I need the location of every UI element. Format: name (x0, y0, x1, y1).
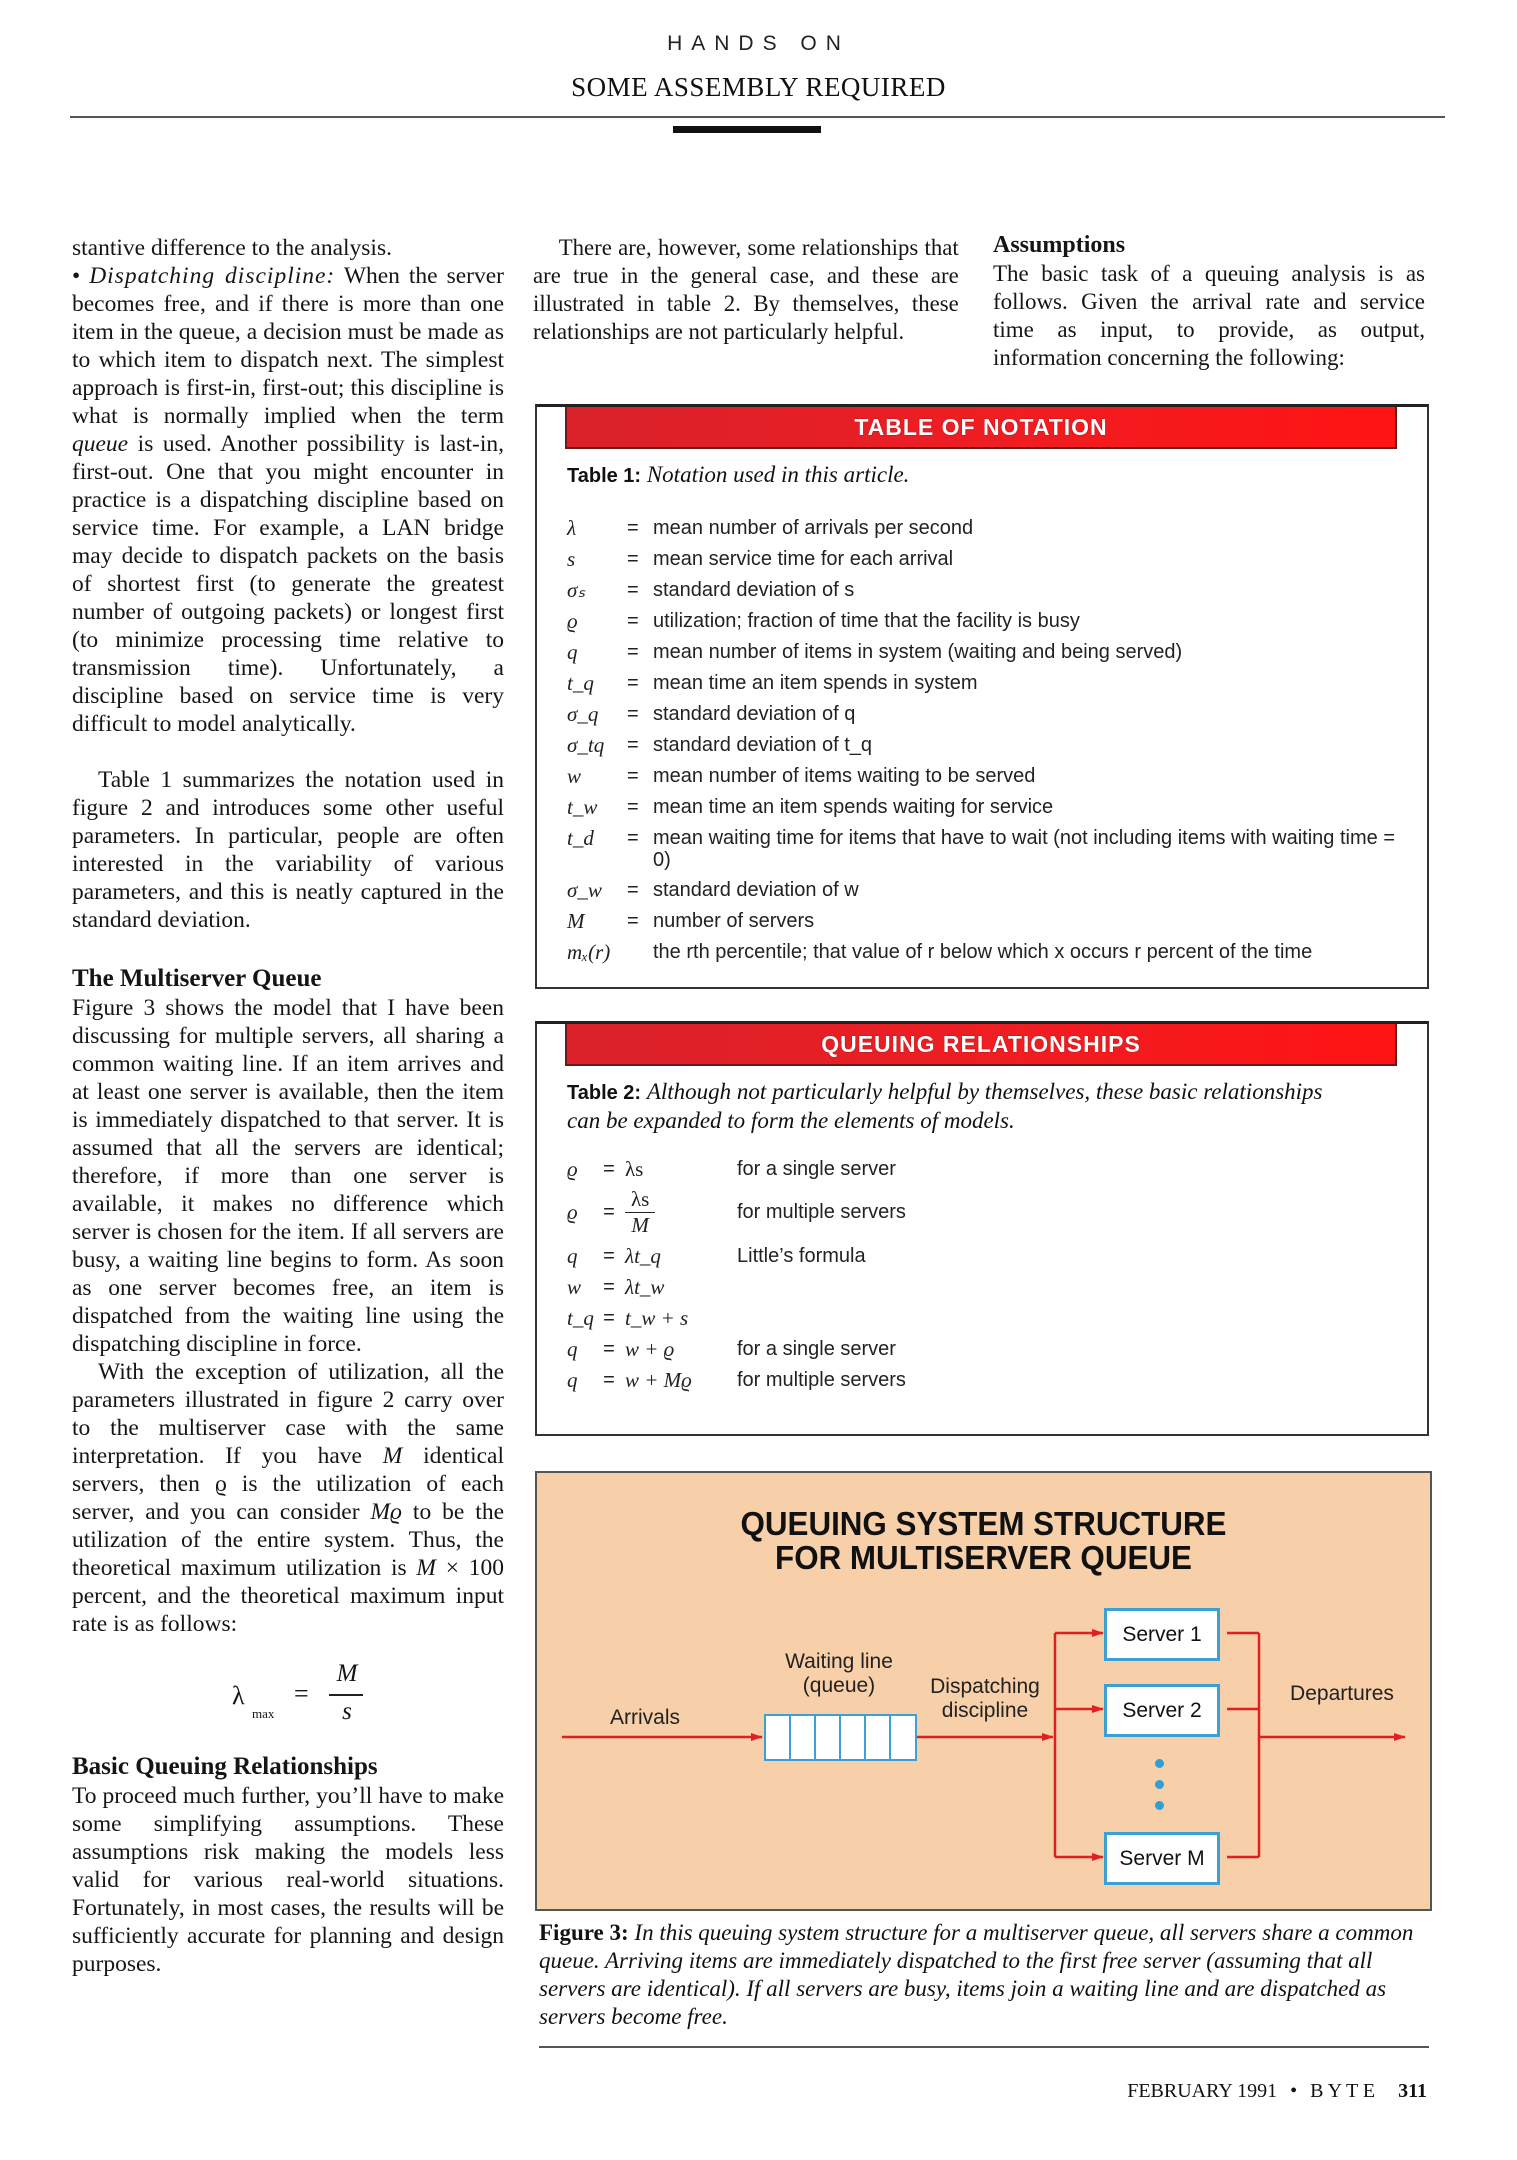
rhs-fraction (625, 1187, 737, 1238)
relationship-row (567, 1334, 1127, 1365)
table-caption (567, 461, 1427, 490)
math: = (294, 1679, 309, 1708)
math: M (416, 1555, 436, 1581)
relationship-row (567, 1184, 1127, 1240)
lhs: ϱ (567, 1199, 578, 1224)
equals: = (627, 517, 639, 539)
denominator: M (631, 1212, 649, 1237)
lambda-max-formula (72, 1660, 504, 1730)
note: for multiple servers (737, 1369, 906, 1391)
dispatching-discipline-label (915, 1675, 1055, 1723)
figure-label: Figure 3: (539, 1920, 629, 1945)
notation-row (567, 823, 1417, 875)
definition: standard deviation of t_q (653, 734, 873, 756)
bullet: • (72, 263, 90, 289)
definition: the rth percentile; that value of r below which x occurs r percent of the time (653, 941, 1313, 963)
rhs: w + ϱ (625, 1337, 675, 1361)
column-1 (72, 234, 504, 1978)
magazine-name: B Y T E (1310, 2080, 1376, 2102)
fraction-bar (329, 1694, 363, 1696)
paragraph-dispatching (72, 262, 504, 738)
symbol: w (567, 764, 582, 788)
figure-bottom-rule (539, 2046, 1429, 2048)
server-2-box: Server 2 (1104, 1684, 1220, 1737)
symbol: q (567, 640, 578, 664)
lhs: q (567, 1243, 578, 1268)
definition: mean number of items in system (waiting and being served) (653, 641, 1183, 663)
notation-row (567, 637, 1417, 668)
symbol: M (567, 909, 585, 933)
math-subscript: max (252, 1706, 275, 1721)
table-caption-text: Although not particularly helpful by themselves, these basic relationships can be expanded to form the elements of models. (567, 1079, 1323, 1133)
numerator: λs (625, 1187, 655, 1213)
notation-list (567, 513, 1417, 968)
equals: = (627, 879, 639, 901)
definition: utilization; fraction of time that the facility is busy (653, 610, 1080, 632)
equals: = (627, 734, 639, 756)
notation-row (567, 875, 1417, 906)
server-1-box: Server 1 (1104, 1608, 1220, 1661)
queuing-relationships-table (535, 1021, 1429, 1436)
running-head-kicker: HANDS ON (667, 32, 850, 55)
table-caption (567, 1078, 1327, 1135)
math-denominator: s (342, 1698, 352, 1725)
equals: = (603, 1244, 615, 1267)
rhs: λs (625, 1156, 644, 1181)
rhs: t_w + s (625, 1306, 689, 1330)
equals: = (603, 1369, 615, 1391)
ellipsis-dot (1155, 1759, 1164, 1768)
heading-multiserver-queue: The Multiserver Queue (72, 965, 322, 992)
symbol: t_w (567, 795, 598, 819)
note: for a single server (737, 1157, 896, 1180)
table-label: Table 2: (567, 1082, 642, 1104)
symbol: λ (567, 516, 577, 540)
definition: mean number of arrivals per second (653, 517, 974, 539)
figure-caption (539, 1919, 1429, 2031)
equals: = (603, 1276, 615, 1298)
rhs: λt_w (625, 1275, 665, 1299)
symbol: mₓ(r) (567, 940, 611, 964)
departures-label: Departures (1290, 1682, 1394, 1705)
paragraph: Table 1 summarizes the notation used in figure 2 and introduces some other useful parameters. In particular, people are often interested in the variability of various parameters, and this is neatly captured in the standard deviation. (72, 767, 504, 933)
lhs: w (567, 1275, 582, 1299)
notation-row (567, 668, 1417, 699)
notation-row (567, 730, 1417, 761)
table-label: Table 1: (567, 465, 642, 487)
equals: = (603, 1307, 615, 1329)
math: λ (232, 1681, 245, 1710)
rhs: w + Mϱ (625, 1368, 692, 1392)
symbol: t_d (567, 826, 594, 850)
queue-slot (814, 1714, 842, 1761)
relationship-list (567, 1154, 1127, 1396)
text: to be the utilization of the entire system. Thus, the theoretical maximum utilization is (72, 1499, 504, 1581)
label-line: Waiting line (785, 1650, 893, 1673)
table-banner: QUEUING RELATIONSHIPS (565, 1024, 1397, 1066)
definition: mean time an item spends in system (653, 672, 978, 694)
symbol: σ_q (567, 702, 599, 726)
equals: = (627, 548, 639, 570)
definition: mean waiting time for items that have to wait (not including items with waiting time = 0) (653, 827, 1395, 871)
lhs: t_q (567, 1306, 594, 1330)
symbol: ϱ (567, 609, 578, 633)
lhs: q (567, 1337, 578, 1361)
header-rule (70, 116, 1445, 118)
notation-row (567, 792, 1417, 823)
relationship-row (567, 1303, 1127, 1334)
text: When the server becomes free, and if there is more than one item in the queue, a decision must be made as to which item to dispatch next. The simplest approach is first-in, first-out; this discipline is what is normally implied when the term (72, 263, 504, 429)
queue-slot (839, 1714, 867, 1761)
term: Dispatching discipline: (89, 263, 336, 289)
relationship-row (567, 1272, 1127, 1303)
label-line: (queue) (802, 1674, 876, 1697)
lhs: ϱ (567, 1156, 578, 1181)
definition: standard deviation of w (653, 879, 859, 901)
lhs: q (567, 1368, 578, 1392)
heading-basic-queuing-relationships: Basic Queuing Relationships (72, 1753, 378, 1780)
math: ϱ (214, 1471, 227, 1497)
text: is used. Another possibility is last-in, first-out. One that you might encounter in practice is a dispatching discipline based on service time. For example, a LAN bridge may decide to dispatch packets on the basis of shortest first (to generate the greatest number of outgoing packets) or longest first (to minimize processing time relative to transmission time). Unfortunately, a discipline based on service time is very difficult to model analytically. (72, 431, 504, 737)
text: is the utilization of each server, and you can consider (72, 1471, 504, 1525)
table-of-notation (535, 404, 1429, 989)
equals: = (627, 910, 639, 932)
symbol: t_q (567, 671, 594, 695)
paragraph: Figure 3 shows the model that I have been discussing for multiple servers, all sharing a common waiting line. If an item arrives and at least one server is available, then the item is immediately dispatched to that server. It is assumed that all the servers are identical; therefore, if more than one server is available, it makes no difference which server is chosen for the item. If all servers are busy, a waiting line begins to form. As soon as one server becomes free, an item is dispatched from the waiting line using the dispatching discipline in force. (72, 995, 504, 1357)
equals: = (603, 1200, 615, 1223)
note: for multiple servers (737, 1200, 906, 1223)
separator: • (1290, 2080, 1298, 2102)
queue-slot (864, 1714, 892, 1761)
notation-row (567, 761, 1417, 792)
symbol: σ_w (567, 878, 602, 902)
relationship-row (567, 1240, 1127, 1272)
notation-row (567, 606, 1417, 637)
ellipsis-dot (1155, 1780, 1164, 1789)
queuing-system-diagram (535, 1471, 1432, 1911)
queue-slot (764, 1714, 792, 1761)
paragraph: The basic task of a queuing analysis is as follows. Given the arrival rate and service time as input, to provide, as output, information concerning the following: (993, 261, 1425, 370)
ellipsis-dot (1155, 1801, 1164, 1810)
figure-caption-text: In this queuing system structure for a multiserver queue, all servers share a common queue. Arriving items are immediately dispatched to the first free server (assuming that all servers are identical). If all servers are busy, items join a waiting line and are dispatched as servers become free. (539, 1920, 1414, 2029)
waiting-line-label (769, 1650, 909, 1698)
notation-row (567, 513, 1417, 544)
notation-row (567, 544, 1417, 575)
symbol: σ_tq (567, 733, 605, 757)
equals: = (627, 703, 639, 725)
text: With the exception of utilization, all the parameters illustrated in figure 2 carry over to the multiserver case with the same interpretation. If you have (72, 1359, 504, 1469)
fraction (625, 1187, 655, 1238)
relationship-row (567, 1365, 1127, 1396)
diagram-title-line: FOR MULTISERVER QUEUE (775, 1539, 1192, 1576)
math: M (382, 1443, 403, 1469)
definition: standard deviation of q (653, 703, 856, 725)
text-italic: queue (72, 431, 129, 457)
equals: = (627, 579, 639, 601)
equals: = (603, 1338, 615, 1360)
equals: = (627, 827, 639, 849)
equals: = (627, 765, 639, 787)
symbol: s (567, 547, 576, 571)
label-line: Dispatching (930, 1675, 1040, 1698)
section-title: SOME ASSEMBLY REQUIRED (571, 72, 946, 102)
paragraph: stantive difference to the analysis. (72, 235, 392, 261)
definition: mean number of items waiting to be served (653, 765, 1036, 787)
notation-row (567, 937, 1417, 968)
diagram-title-line: QUEUING SYSTEM STRUCTURE (740, 1505, 1227, 1542)
definition: standard deviation of s (653, 579, 855, 601)
equals: = (603, 1157, 615, 1180)
column-2 (533, 234, 959, 346)
queue-slot (889, 1714, 917, 1761)
text: × 100 percent, and the theoretical maximum input rate is as follows: (72, 1555, 504, 1637)
paragraph: To proceed much further, you’ll have to make some simplifying assumptions. These assumptions risk making the models less valid for various real-world situations. Fortunately, in most cases, the results will be sufficiently accurate for planning and design purposes. (72, 1783, 504, 1977)
equals: = (627, 610, 639, 632)
notation-row (567, 699, 1417, 730)
heading-assumptions: Assumptions (993, 232, 1126, 258)
header-rule-tab (673, 126, 821, 133)
server-m-box: Server M (1104, 1832, 1220, 1885)
notation-row (567, 575, 1417, 606)
relationship-row (567, 1154, 1127, 1184)
definition: number of servers (653, 910, 815, 932)
page-footer (1127, 2080, 1427, 2103)
table-banner: TABLE OF NOTATION (565, 407, 1397, 449)
paragraph: There are, however, some relationships that are true in the general case, and these are illustrated in table 2. By themselves, these relationships are not particularly helpful. (533, 235, 959, 344)
column-3 (993, 230, 1425, 372)
equals: = (627, 641, 639, 663)
table-caption-text: Notation used in this article. (646, 462, 910, 487)
equals: = (627, 796, 639, 818)
rhs: λt_q (625, 1243, 661, 1268)
note: Little’s formula (737, 1244, 866, 1267)
equals: = (627, 672, 639, 694)
math-numerator: M (336, 1660, 358, 1687)
math: Mϱ (370, 1499, 402, 1525)
paragraph-utilization (72, 1358, 504, 1638)
note: for a single server (737, 1338, 896, 1360)
definition: mean service time for each arrival (653, 548, 954, 570)
definition: mean time an item spends waiting for service (653, 796, 1054, 818)
notation-row (567, 906, 1417, 937)
queue-slot (789, 1714, 817, 1761)
issue-date: FEBRUARY 1991 (1127, 2080, 1278, 2102)
page-number: 311 (1398, 2080, 1427, 2102)
arrivals-label: Arrivals (609, 1706, 680, 1729)
text: identical servers, then (72, 1443, 504, 1497)
symbol: σₛ (567, 578, 586, 602)
label-line: discipline (941, 1699, 1029, 1722)
